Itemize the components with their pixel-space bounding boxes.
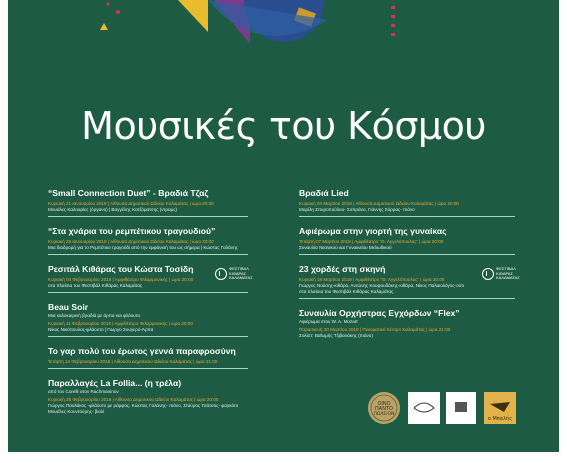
event-item bbox=[48, 188, 256, 217]
sponsor-balis-logo bbox=[484, 392, 516, 424]
event-performers: Νίκος Νικόπουλος-φλάουτο | Γιωργο Σουγερό-Άρπα bbox=[48, 327, 154, 332]
event-subtitle: Μια καλοκαιρινή βραδιά με άρπα και φλάουτο bbox=[48, 313, 141, 318]
sponsor-logos bbox=[364, 388, 524, 428]
divider bbox=[299, 216, 515, 217]
event-performers: στα πλαίσια του Φεστιβάλ Κιθάρας Καλαμάτας bbox=[48, 283, 143, 288]
event-title: “Στα χνάρια του ρεμπέτικου τραγουδιού” bbox=[48, 226, 216, 236]
event-date: Κυριακή 11 Φεβρουαρίου 2018 | Αμφιθέατρο Φιλαρμονικής | ώρα 20:00 bbox=[48, 321, 193, 326]
event-item bbox=[299, 226, 515, 255]
event-title: Συναυλία Ορχήστρας Εγχόρδων “Flex” bbox=[299, 308, 460, 318]
event-performers: Μια διαδρομή για το Ρεμπέτικο τραγούδι από την εμφάνισή του ως σήμερα | Κώστας Γαλάνης bbox=[48, 245, 238, 250]
event-subtitle: από τον Corelli στον Rachmaninov bbox=[48, 389, 119, 394]
decorative-shapes bbox=[8, 0, 559, 70]
logo-line: ΚΙΘΑΡΑΣ bbox=[229, 270, 246, 276]
event-performers-2: Μουάλες Κουντούρης- βιολί bbox=[48, 409, 105, 414]
event-title: Το γαρ πολύ του έρωτος γεννά παραφροσύνη bbox=[48, 346, 236, 356]
divider bbox=[48, 254, 248, 255]
event-date: Κυριακή 25 Φεβρουαρίου 2018 | Αίθουσα Δημοτικού Ωδείου Καλαμάτας | ώρα 20:00 bbox=[48, 397, 219, 402]
page-title: Μουσικές του Κόσμου bbox=[81, 104, 486, 148]
event-date: Παρασκευή 30 Μαρτίου 2018 | Πνευματικό Κέντρο Καλαμάτας | ώρα 21:00 bbox=[299, 327, 451, 332]
event-item bbox=[48, 346, 256, 369]
guitar-festival-logo bbox=[215, 267, 253, 281]
poster bbox=[8, 0, 559, 452]
svg-text:ΠΑΝΤΟ: ΠΑΝΤΟ bbox=[375, 406, 393, 412]
event-performers: Γιώργος Παυλάκος -φλάουτο με ράμφος, Κώστας Γαλάνης- πιάνο, Σταύρος Τσάτσος- φαγκότο bbox=[48, 403, 239, 408]
small-triangle bbox=[100, 23, 108, 30]
event-note: στα πλαίσια του Φεστιβάλ Κιθάρας Καλαμάτας bbox=[299, 289, 394, 294]
event-item bbox=[299, 308, 515, 339]
guitar-icon bbox=[215, 268, 227, 280]
event-date: Κυριακή 28 Ιανουαρίου 2018 | Αίθουσα Δημοτικού Ωδείου Καλαμάτας | ώρα 20:00 bbox=[48, 239, 214, 244]
logo-line: ΚΑΛΑΜΑΤΑΣ bbox=[229, 275, 253, 280]
svg-text:ΠΩΛΕΙΟΝ: ΠΩΛΕΙΟΝ bbox=[373, 412, 395, 417]
guitar-icon bbox=[482, 268, 494, 280]
logo-line: ΦΕΣΤΙΒΑΛ bbox=[496, 266, 516, 271]
event-item bbox=[299, 188, 515, 217]
event-date: Κυριακή 04 Μαρτίου 2018 | Αίθουσα Δημοτικού Ωδείου Καλαμάτας | ώρα 20:00 bbox=[299, 201, 459, 206]
event-date: Τετάρτη 14 Φεβρουαρίου 2018 | Αίθουσα Δημοτικού Ωδείου Καλαμάτας | ώρα 21:00 bbox=[48, 359, 218, 364]
logo-line: ΦΕΣΤΙΒΑΛ bbox=[229, 266, 249, 271]
event-title: Αφιέρωμα στην γιορτή της γυναίκας bbox=[299, 226, 447, 236]
event-item bbox=[48, 226, 256, 255]
event-date: Τετάρτη 07 Μαρτίου 2018 | Αμφιθέατρο “Θ. Αγγελόπουλος” | ώρα 20:00 bbox=[299, 239, 444, 244]
divider bbox=[48, 368, 248, 369]
red-dot-2 bbox=[107, 3, 110, 6]
divider bbox=[299, 254, 515, 255]
event-date: Κυριακή 04 Φεβρουαρίου 2018 | Αμφιθέατρο Φιλαρμονικής | ώρα 20:00 bbox=[48, 277, 194, 282]
event-subtitle: Αφιέρωμα στον W. A. Mozart bbox=[299, 319, 358, 324]
event-title: Ρεσιτάλ Κιθάρας του Κώστα Τοσίδη bbox=[48, 264, 194, 274]
red-dot bbox=[116, 10, 120, 14]
event-performers: Συναυλία Νεανικού και Γυναικείου Μελωδικού bbox=[299, 245, 392, 250]
event-performers: Μουάλες Καλοαρίες (όργανο) | Βαγγέλης Κατζόματσης (ντραμς) bbox=[48, 207, 178, 212]
event-soloist: Σολίστ: Βαΐωμής Τζιβανάκης (πιάνο) bbox=[299, 333, 373, 338]
svg-text:ΟΙΝΟ: ΟΙΝΟ bbox=[377, 401, 391, 407]
event-date: Κυριακή 18 Μαρτίου 2018 | Αμφιθέατρο “Θ. Αγγελόπουλος” | ώρα 20:00 bbox=[299, 277, 445, 282]
divider bbox=[48, 292, 248, 293]
event-title: Βραδιά Lied bbox=[299, 188, 349, 198]
sponsor-bistro-logo bbox=[408, 392, 440, 424]
gold-quarter-shape bbox=[178, 0, 208, 32]
divider bbox=[48, 336, 248, 337]
guitar-festival-logo bbox=[482, 267, 520, 281]
event-title: Παραλλαγές La Follia... (η τρέλα) bbox=[48, 378, 182, 388]
logo-line: ΚΙΘΑΡΑΣ bbox=[496, 270, 513, 276]
divider bbox=[48, 216, 248, 217]
event-performers: Γιώργος Νούσης-κιθάρα, Αντώνης Κουφουδάκης-κιθάρα, Νίκος Παλαιολόγος-ούτι bbox=[299, 283, 464, 288]
logo-line: ΚΑΛΑΜΑΤΑΣ bbox=[496, 275, 520, 280]
divider bbox=[299, 298, 515, 299]
event-performers: Μαρίλη Σπυροπούλου- Σοπράνο, Γιάννης Σόρρας- πιάνο bbox=[299, 207, 415, 212]
sponsor-oino-logo bbox=[368, 392, 400, 424]
event-title: Beau Soir bbox=[48, 302, 89, 312]
event-item bbox=[48, 378, 256, 415]
events-left-column bbox=[48, 188, 256, 424]
event-title: 23 χορδές στη σκηνή bbox=[299, 264, 386, 274]
event-title: “Small Connection Duet” - Βραδιά Τζαζ bbox=[48, 188, 209, 198]
sponsor-shop-logo bbox=[446, 392, 476, 424]
event-item bbox=[48, 302, 256, 337]
event-date: Κυριακή 21 Ιανουαρίου 2018 | Αίθουσα Δημοτικού Ωδείου Καλαμάτας | ώρα 20:30 bbox=[48, 201, 214, 206]
svg-text:ο Μπαλής: ο Μπαλής bbox=[487, 416, 513, 422]
